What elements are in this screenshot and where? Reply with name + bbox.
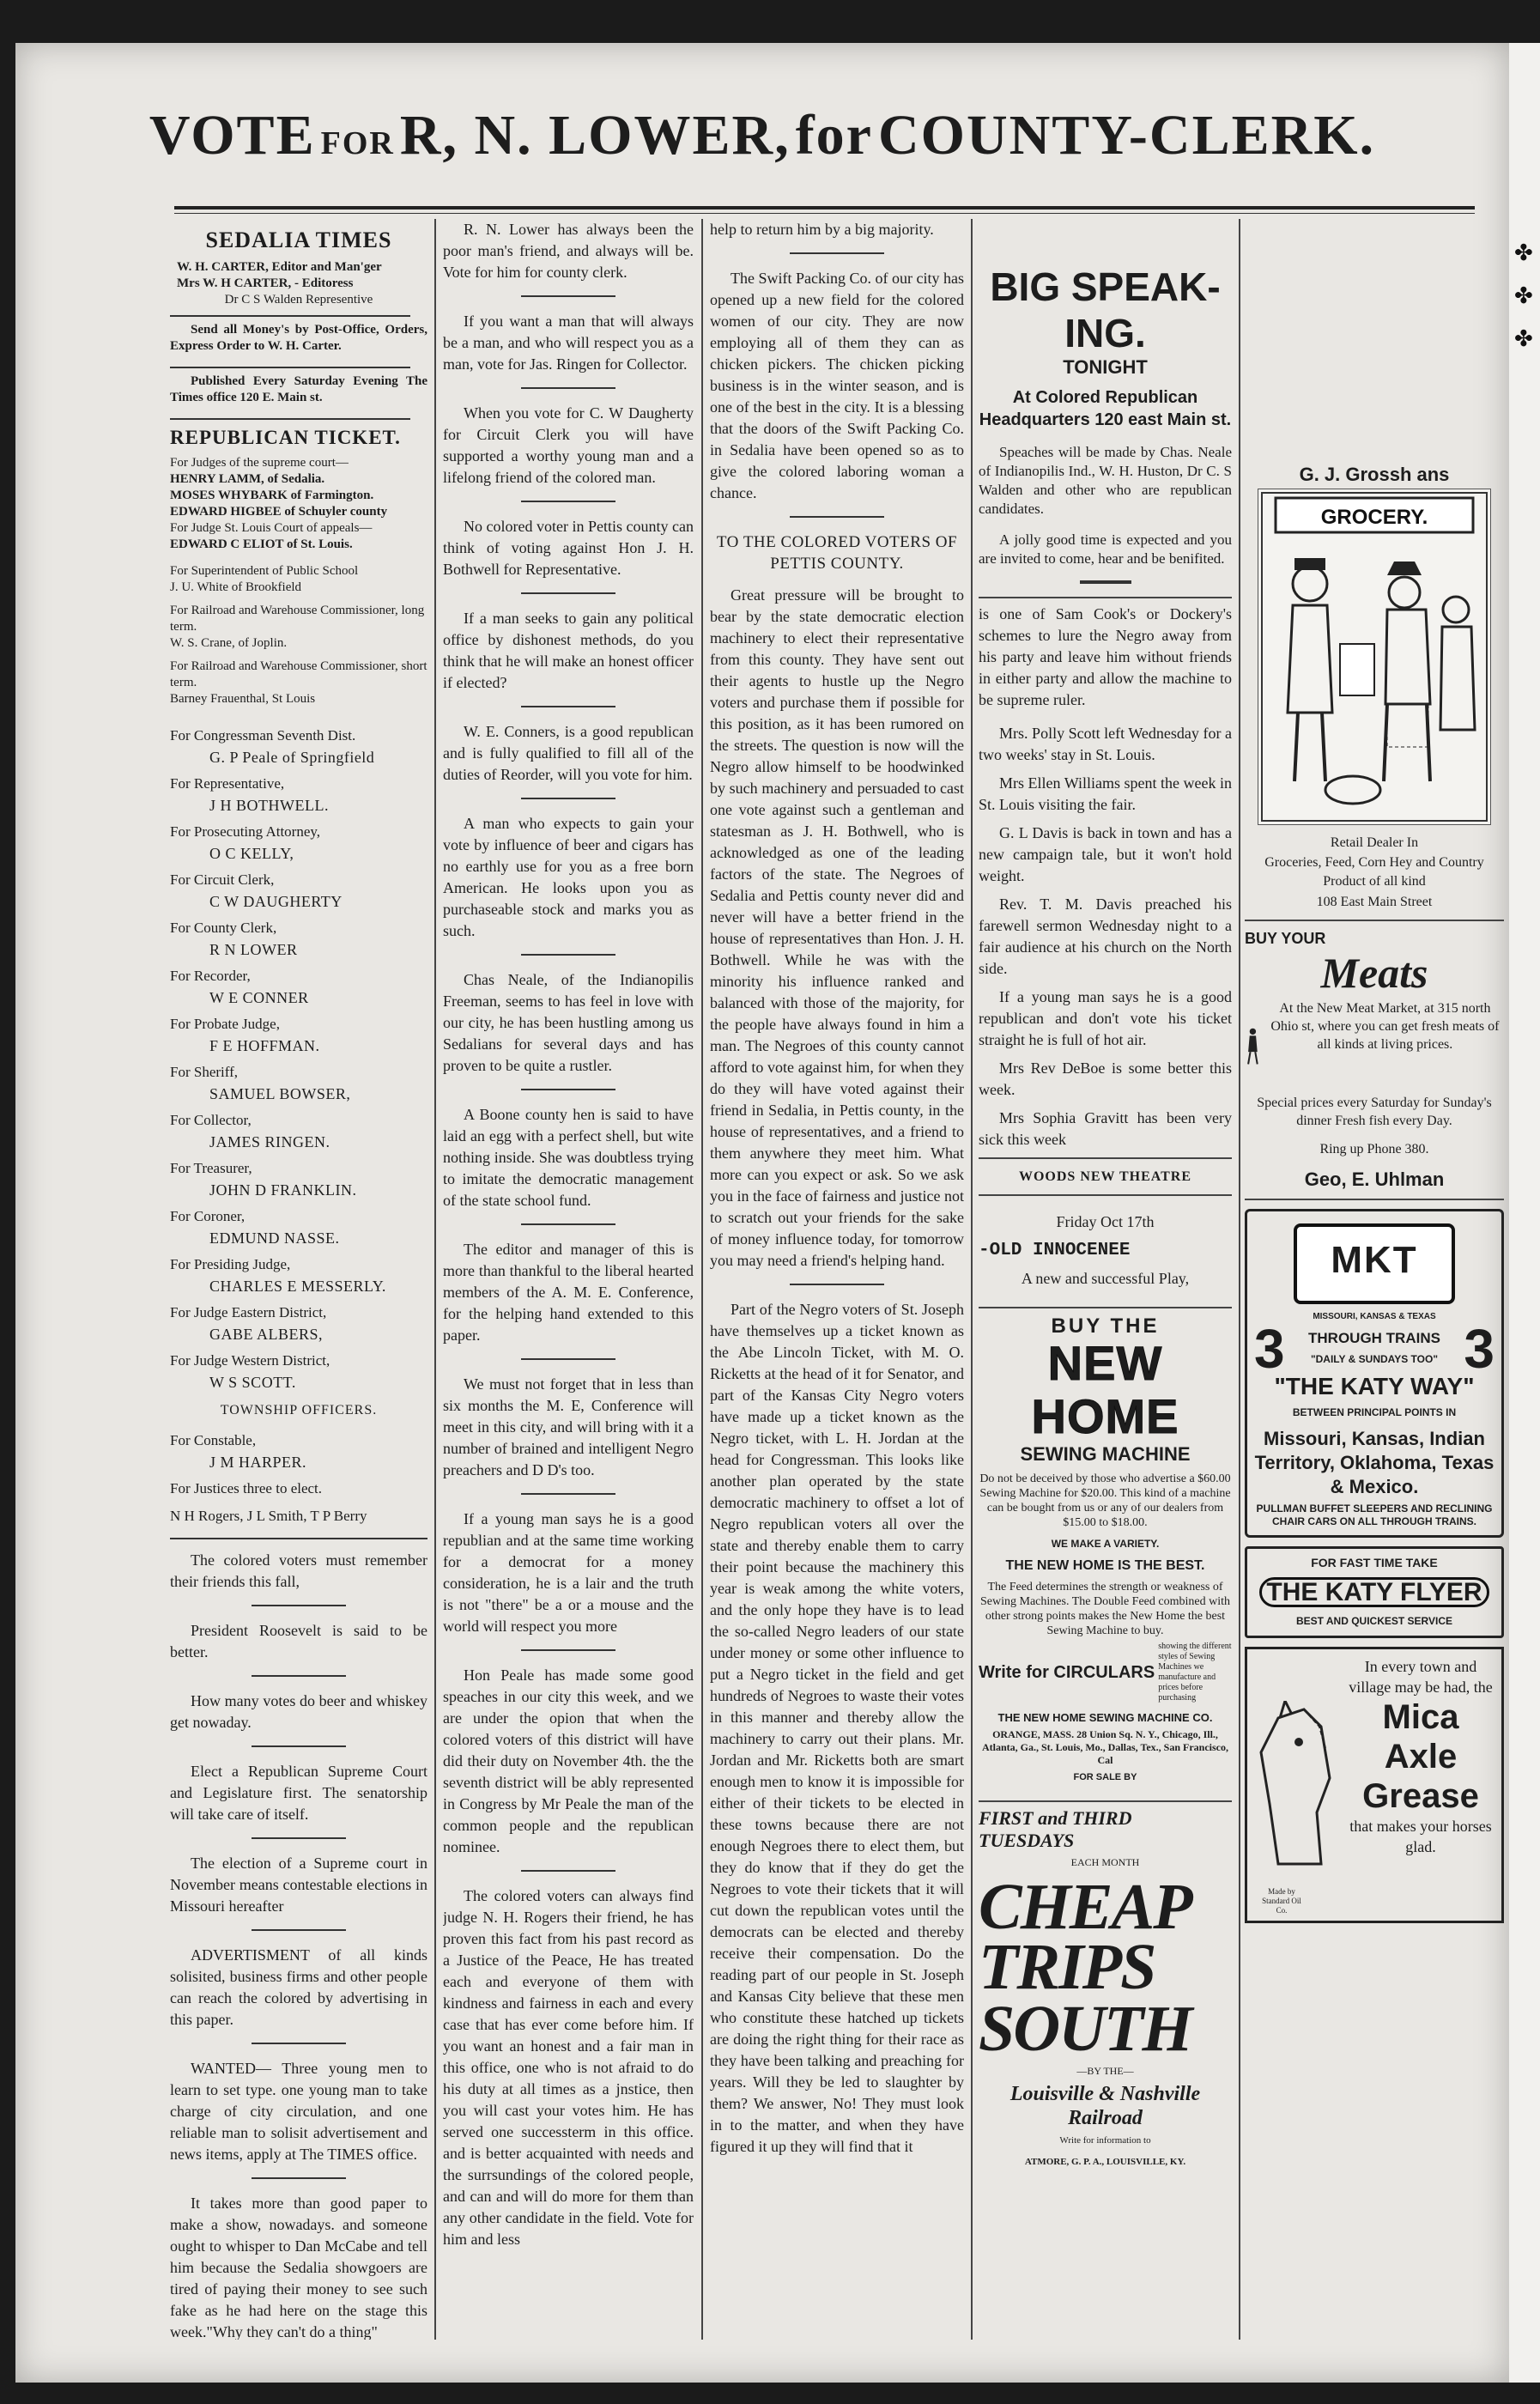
article-paragraph: The election of a Supreme court in November means contestable elections in Missouri hereafter [170, 1855, 427, 1915]
ticket-name: J M HARPER. [209, 1454, 307, 1471]
divider [790, 252, 884, 254]
divider [252, 1605, 346, 1606]
sewing-title: SEWING MACHINE [1020, 1443, 1191, 1465]
grocery-store-illustration [1258, 489, 1491, 825]
ticket-line: For Railroad and Warehouse Commissioner, short term. [170, 659, 427, 689]
theatre-name: WOODS NEW THEATRE [1018, 1169, 1192, 1184]
ticket-office: For Treasurer, [170, 1160, 252, 1176]
ticket-name: EDWARD HIGBEE of Schuyler county [170, 505, 388, 519]
sewing-best: THE NEW HOME IS THE BEST. [1005, 1558, 1205, 1573]
mkt-number: 3 [1254, 1317, 1285, 1380]
divider [1245, 1199, 1504, 1200]
ticket-office: For Collector, [170, 1112, 252, 1128]
ticket-office: For Congressman Seventh Dist. [170, 727, 356, 744]
divider [521, 1649, 615, 1651]
column-4 [979, 219, 1232, 2340]
adjacent-page-edge [1509, 43, 1540, 2383]
ticket-office: For Sheriff, [170, 1064, 239, 1080]
ticket-office: For Coroner, [170, 1208, 246, 1224]
masthead-for-2: for [795, 104, 873, 167]
article-paragraph: If a young man says he is a good republian and at the same time working for a democrat for a money consideration, he is a lair and the truth is not "there" be a or a mouse and the world will respect you more [443, 1510, 694, 1635]
ticket-office: For Judge Eastern District, [170, 1304, 327, 1320]
column-1 [170, 219, 427, 2340]
mkt-between: BETWEEN PRINCIPAL POINTS IN [1292, 1406, 1457, 1418]
local-item: Mrs Ellen Williams spent the week in St. Louis visiting the fair. [979, 774, 1232, 813]
paper-name: SEDALIA TIMES [205, 228, 392, 252]
divider [521, 501, 615, 502]
flyer-fast: FOR FAST TIME TAKE [1311, 1556, 1438, 1569]
masthead [15, 103, 1509, 168]
katy-flyer-ad [1245, 1546, 1504, 1638]
column-divider [971, 219, 973, 2340]
trips-days: FIRST and THIRD TUESDAYS [979, 1807, 1132, 1851]
sewing-address: ORANGE, MASS. 28 Union Sq. N. Y., Chicago, Ill., Atlanta, Ga., St. Louis, Mo., Dallas, Tex., San Francisco, Cal [981, 1728, 1229, 1766]
mica-maker: Made by Standard Oil Co. [1262, 1887, 1301, 1915]
axle-word: Axle [1384, 1738, 1458, 1776]
column-3 [710, 219, 964, 2340]
ticket-office: For Circuit Clerk, [170, 871, 275, 888]
sewing-write: Write for CIRCULARS [979, 1662, 1155, 1682]
trips-by: —BY THE— [1076, 2065, 1134, 2077]
ticket-title: REPUBLICAN TICKET. [170, 427, 401, 448]
article-paragraph: The colored voters must remember their friends this fall, [170, 1551, 427, 1590]
theatre-desc: A new and successful Play, [1021, 1270, 1190, 1287]
ticket-office: For Recorder, [170, 968, 251, 984]
grocer-goods: Groceries, Feed, Corn Hey and Country Product of all kind [1264, 855, 1484, 889]
money-note: Send all Money's by Post-Office, Orders, Express Order to W. H. Carter. [170, 323, 427, 353]
article-heading: TO THE COLORED VOTERS OF PETTIS COUNTY. [716, 533, 958, 573]
flyer-best: BEST AND QUICKEST SERVICE [1295, 1615, 1453, 1627]
ticket-name: EDWARD C ELIOT of St. Louis. [170, 537, 353, 551]
article-paragraph: When you vote for C. W Daugherty for Circuit Clerk you will have supported a worthy young man and a lifelong friend of the colored man. [443, 404, 694, 486]
local-item: G. L Davis is back in town and has a new campaign tale, but it won't hold weight. [979, 824, 1232, 884]
ticket-candidate: W S SCOTT. [209, 1374, 296, 1391]
divider [521, 295, 615, 297]
divider [1080, 580, 1131, 584]
divider [521, 1089, 615, 1090]
ticket-line: For Judges of the supreme court— [170, 456, 349, 470]
article-paragraph: A Boone county hen is said to have laid an egg with a perfect shell, but wite nothing inside. She was doubtless trying to imitate the democratic management of the state school fund. [443, 1106, 694, 1209]
mkt-daily: "DAILY & SUNDAYS TOO" [1310, 1353, 1439, 1365]
meat-body: At the New Meat Market, at 315 north Ohio st, where you can get fresh meats of all kinds at living prices. [1270, 1001, 1500, 1052]
mkt-way: "THE KATY WAY" [1274, 1373, 1475, 1399]
mica-tail: that makes your horses glad. [1349, 1818, 1492, 1855]
trips-trips: TRIPS [979, 1931, 1155, 2003]
divider [521, 1493, 615, 1495]
meat-phone: Ring up Phone 380. [1319, 1142, 1429, 1156]
speaking-body: Speaches will be made by Chas. Neale of Indianopilis Ind., W. H. Huston, Dr C. S Walden and other who are republican candidates. [979, 444, 1232, 517]
article-paragraph: No colored voter in Pettis county can think of voting against Hon J. H. Bothwell for Representative. [443, 518, 694, 578]
article-paragraph: President Roosevelt is said to be better. [170, 1622, 427, 1660]
ticket-office: For County Clerk, [170, 920, 277, 936]
article-paragraph: ADVERTISMENT of all kinds solisited, business firms and other people can reach the colored by advertising in this paper. [170, 1946, 427, 2028]
mica-axle-grease-ad [1245, 1647, 1504, 1923]
speaking-title-2: ING. [1064, 311, 1146, 355]
ticket-candidate: G. P Peale of Springfield [209, 749, 375, 766]
article-paragraph: Chas Neale, of the Indianopilis Freeman, seems to has feel in love with our city, he has been hustling among us Sedalians for several days and has proven to be quite a rustler. [443, 971, 694, 1074]
speaking-place: At Colored Republican Headquarters 120 east Main st. [979, 388, 1232, 429]
column-divider [701, 219, 703, 2340]
sewing-machine-ad [979, 1307, 1232, 1788]
speaking-tonight: TONIGHT [1063, 356, 1148, 378]
sewing-write-row [979, 1642, 1232, 1703]
ticket-name: J. U. White of Brookfield [170, 580, 302, 594]
mica-town: In every town and village may be had, the [1349, 1658, 1493, 1696]
sewing-feed: The Feed determines the strength or weakness of Sewing Machines. The Double Feed combined with other strong points makes the New Home the best Sewing Machine to buy. [980, 1581, 1230, 1637]
masthead-vote: VOTE [149, 104, 316, 167]
mkt-number-2: 3 [1464, 1317, 1495, 1380]
grocery-sign-text: GROCERY. [1320, 506, 1428, 529]
theatre-show: -OLD INNOCENEE [979, 1241, 1131, 1260]
trips-write: Write for information to [1059, 2135, 1151, 2146]
ticket-line: For Superintendent of Public School [170, 564, 359, 578]
ticket-name: W. S. Crane, of Joplin. [170, 636, 288, 650]
ticket-line: For Constable, [170, 1432, 257, 1448]
article-paragraph: R. N. Lower has always been the poor man's friend, and always will be. Vote for him for county clerk. [443, 221, 694, 281]
ornament-icon: ✤ [1514, 326, 1533, 352]
meat-market-ad [1245, 928, 1504, 1190]
divider [252, 1929, 346, 1931]
big-speaking-ad [979, 219, 1232, 597]
mkt-ribbon: MISSOURI, KANSAS & TEXAS [1313, 1312, 1436, 1321]
sewing-write-note: showing the different styles of Sewing Machines we manufacture and prices before purchasing [1158, 1642, 1232, 1703]
divider [790, 1284, 884, 1285]
grocer-retail: Retail Dealer In [1330, 835, 1419, 850]
local-item: Mrs. Polly Scott left Wednesday for a two weeks' stay in St. Louis. [979, 725, 1232, 763]
trips-railroad: Louisville & Nashville Railroad [1009, 2083, 1201, 2129]
ornament-icon: ✤ [1514, 283, 1533, 309]
ticket-name: MOSES WHYBARK of Farmington. [170, 489, 374, 502]
masthead-for: FOR [320, 125, 395, 161]
katy-railroad-ad [1245, 1209, 1504, 1538]
mica-word: Mica [1382, 1698, 1459, 1736]
column-2 [443, 219, 694, 2340]
trips-month: EACH MONTH [1070, 1856, 1140, 1868]
article-paragraph: Great pressure will be brought to bear by the state democratic election machinery to elect their representative from this county. They have sent out their agents to hustle up the Negro voters and purchase them if possible for this position, as it has been rumored on the streets. The question is now will the Negro allow himself to be hoodwinked by such machinery and persuaded to cast one vote against such a gentleman and statesman as J. H. Bothwell, who is acknowledged as one of the leading factors of the state. The Negroes of Sedalia and Pettis county never did and never will have a better friend in the house of representatives than Hon. J. H. Bothwell. While he was with the minority his influence ranked and balanced with those of the majority, for the people have always found in him a man. The Negroes of this county cannot afford to vote against him, for when they do they will have voted against their friend in Sedalia, in Pettis county, in the house of representatives, and a friend to them anywhere they meet him. What more can you expect or ask. So we ask you in the face of fairness and justice not to scratch out your friends for the sake of money influence today, for tomorrow you may need a friend's helping hand. [710, 586, 964, 1269]
ticket-office: For Judge Western District, [170, 1352, 330, 1369]
ornament-icon: ✤ [1514, 240, 1533, 266]
produce-sign [1340, 644, 1374, 695]
staff-line: W. H. CARTER, Editor and Man'ger [177, 260, 382, 274]
divider [252, 1837, 346, 1839]
butcher-icon [1245, 999, 1261, 1094]
divider [521, 954, 615, 956]
divider [252, 2043, 346, 2044]
article-paragraph: WANTED— Three young men to learn to set type. one young man to take charge of city circulation, and one reliable man to solisit advertisement and news items, apply at The TIMES office. [170, 2060, 427, 2163]
local-item: Mrs Rev DeBoe is some better this week. [979, 1059, 1232, 1098]
divider [170, 367, 410, 368]
article-paragraph: Part of the Negro voters of St. Joseph have themselves up a ticket known as the Abe Lincoln Ticket, with M. O. Ricketts at the head of it for Senator, and part of the Kansas City Negro voters have made up a ticket known as the Negro ticket, with L. H. Jordan at the head for Congressman. This looks like another plan operated by the state democratic machinery to offset a lot of Negro republican voters all over the state and thereby enable them to carry their point because the machinery this year is weak among the white voters, and the only hope they have is to lead the so-called Negro leaders of our state under money or some other influence to put a Negro ticket in the field and get hundreds of Negroes to waste their votes in this manner and thereby allow the machinery to carry out their plans. Mr. Jordan and Mr. Ricketts both are smart enough men to know it is impossible for either of their tickets to be elected in these towns because there are not enough Negroes there to elect them, but they do know that if they do get the Negroes to vote their tickets that it will cut down the republican votes until the democrats can be elected and thereby receive their compensation. Do the reading part of our people in St. Joseph and Kansas City believe that these men who constitute these hatched up tickets are doing the right thing for their race as they have been talking and preaching for years. Will they be led to slaughter by them? We answer, No! They must look in to the matter, and when they have figured it up they will find that it [710, 1301, 964, 2155]
theatre-ad [979, 1157, 1232, 1196]
speaking-title: BIG SPEAK- [990, 264, 1221, 309]
theatre-date: Friday Oct 17th [1056, 1213, 1155, 1230]
newspaper-page [15, 43, 1509, 2383]
ticket-candidate: W E CONNER [209, 989, 309, 1006]
local-item: Rev. T. M. Davis preached his farewell sermon Wednesday night to a fair audience at his church on the North side. [979, 895, 1232, 977]
ticket-office: For Prosecuting Attorney, [170, 823, 321, 840]
column-divider [434, 219, 436, 2340]
article-paragraph: If a man seeks to gain any political office by dishonest methods, do you think that he will make an honest officer if elected? [443, 610, 694, 691]
article-paragraph: The Swift Packing Co. of our city has opened up a new field for the colored women of our city. They are now employing all of them they can as chicken pickers. The chicken picking business is in the winter season, and is one of the best in the city. It is a blessing that the doors of the Swift Packing Co. in Sedalia have been opened so as to give the colored laboring woman a chance. [710, 270, 964, 501]
divider [252, 1675, 346, 1677]
article-paragraph: The colored voters can always find judge N. H. Rogers their friend, he has proven this fact from his past record as a Justice of the Peace, He has treated each and everyone of them with kindness and fairness in each and every case that has ever come before him. If you want an honest and a fair man in this office, one who is not afraid to do his duty at all times as a jnstice, then you will cast your votes him. He has served one successterm in this office. and is better acquainted with needs and the surrsundings of the colored people, and can and will do more for them than any other candidate in the field. Vote for him and less [443, 1887, 694, 2248]
divider [521, 798, 615, 799]
ticket-candidate: F E HOFFMAN. [209, 1037, 320, 1054]
sewing-company: THE NEW HOME SEWING MACHINE CO. [997, 1711, 1213, 1724]
column-divider [1239, 219, 1240, 2340]
staff-line: Dr C S Walden Representive [224, 293, 373, 307]
masthead-candidate: R, N. LOWER, [399, 104, 791, 167]
article-paragraph: If you want a man that will always be a man, and who will respect you as a man, vote for Jas. Ringen for Collector. [443, 313, 694, 373]
ticket-candidate: J H BOTHWELL. [209, 797, 329, 814]
divider [979, 597, 1232, 598]
trips-south: SOUTH [979, 1993, 1191, 2065]
divider [1245, 920, 1504, 921]
article-paragraph: It takes more than good paper to make a show, nowadays. and someone ought to whisper to Dan McCabe and tell him because the Sedalia showgoers are tired of paying their money to see such fake as he had here on the stage this week."Why they can't do a thing" [170, 2195, 427, 2340]
article-paragraph: help to return him by a big majority. [710, 221, 934, 238]
ticket-line: For Railroad and Warehouse Commissioner, long term. [170, 604, 425, 634]
divider [252, 2177, 346, 2179]
ticket-office: For Probate Judge, [170, 1016, 280, 1032]
masthead-rule [174, 206, 1475, 209]
masthead-office: COUNTY-CLERK. [877, 104, 1376, 167]
grocery-ad [1245, 464, 1504, 913]
flyer-name: THE KATY FLYER [1259, 1577, 1489, 1607]
ticket-candidate: EDMUND NASSE. [209, 1229, 340, 1247]
trips-address: ATMORE, G. P. A., LOUISVILLE, KY. [1024, 2157, 1186, 2167]
divider [170, 418, 410, 420]
mica-text [1347, 1656, 1495, 1857]
sewing-brand: NEW HOME [1031, 1336, 1179, 1443]
ticket-office: For Presiding Judge, [170, 1256, 291, 1272]
divider [521, 1223, 615, 1225]
sewing-buy: BUY THE [1051, 1314, 1160, 1338]
ticket-name: N H Rogers, J L Smith, T P Berry [170, 1508, 367, 1524]
ticket-office: For Representative, [170, 775, 285, 792]
divider [170, 1538, 427, 1539]
ticket-candidate: GABE ALBERS, [209, 1326, 324, 1343]
published-note: Published Every Saturday Evening The Times office 120 E. Main st. [170, 374, 427, 404]
horse-head-illustration [1252, 1701, 1347, 1873]
ticket-line: For Judge St. Louis Court of appeals— [170, 521, 373, 535]
sewing-variety: WE MAKE A VARIETY. [1051, 1538, 1160, 1550]
meat-owner: Geo, E. Uhlman [1304, 1169, 1445, 1190]
meat-title: Meats [1320, 949, 1428, 997]
divider [252, 1745, 346, 1747]
ticket-candidate: SAMUEL BOWSER, [209, 1085, 351, 1102]
local-ticket [170, 726, 427, 1392]
ticket-line: For Justices three to elect. [170, 1480, 323, 1496]
sewing-body: Do not be deceived by those who advertise a $60.00 Sewing Machine for $20.00. This kind of a machine can be bought from us or any of our dealers from $15.00 to $18.00. [979, 1472, 1231, 1529]
ticket-candidate: R N LOWER [209, 941, 298, 958]
meat-body-row [1245, 999, 1504, 1094]
mkt-trains: THROUGH TRAINS [1308, 1330, 1440, 1346]
article-paragraph: How many votes do beer and whiskey get nowaday. [170, 1692, 427, 1731]
masthead-rule-thin [174, 213, 1475, 214]
meat-buy: BUY YOUR [1245, 930, 1326, 947]
local-item: If a young man says he is a good republican and don't vote his ticket straight he is full of hot air. [979, 988, 1232, 1048]
divider [521, 592, 615, 594]
grease-word: Grease [1362, 1777, 1479, 1815]
mkt-places: Missouri, Kansas, Indian Territory, Oklahoma, Texas & Mexico. [1254, 1428, 1495, 1497]
sewing-sale: FOR SALE BY [1073, 1772, 1137, 1782]
local-item: Mrs Sophia Gravitt has been very sick this week [979, 1109, 1232, 1148]
cheap-trips-ad [979, 1800, 1232, 2173]
mkt-pullman: PULLMAN BUFFET SLEEPERS AND RECLINING CHAIR CARS ON ALL THROUGH TRAINS. [1256, 1502, 1493, 1527]
theatre-listing [979, 1199, 1232, 1307]
article-paragraph: Elect a Republican Supreme Court and Legislature first. The senatorship will take care of itself. [170, 1763, 427, 1823]
ticket-name: Barney Frauenthal, St Louis [170, 692, 316, 706]
article-paragraph: W. E. Conners, is a good republican and is fully qualified to fill all of the duties of Reorder, will you vote for him. [443, 723, 694, 783]
staff-line: Mrs W. H CARTER, - Editoress [177, 276, 354, 290]
article-paragraph: A man who expects to gain your vote by influence of beer and cigars has no earthly use for you as a free born American. He looks upon you as purchaseable stock and marks you as such. [443, 815, 694, 939]
divider [521, 706, 615, 707]
ticket-candidate: CHARLES E MESSERLY. [209, 1278, 386, 1295]
mkt-logo: MKT [1294, 1223, 1455, 1304]
article-paragraph: The editor and manager of this is more than thankful to the liberal hearted members of the A. M. E. Conference, for the helping hand extended to this paper. [443, 1241, 694, 1344]
divider [521, 1358, 615, 1360]
divider [521, 387, 615, 389]
divider [790, 516, 884, 518]
ticket-name: HENRY LAMM, of Sedalia. [170, 472, 325, 486]
ticket-candidate: C W DAUGHERTY [209, 893, 343, 910]
article-paragraph: Hon Peale has made some good speaches in our city this week, and we are under the opion that when the colored voters of this district will have did their duty on November 4th. the the seventh district will be ably represented in Congress by Mr Peale the man of the common people and the republican nominee. [443, 1666, 694, 1855]
ticket-candidate: O C KELLY, [209, 845, 294, 862]
column-5 [1245, 464, 1504, 2340]
township-title: TOWNSHIP OFFICERS. [220, 1403, 378, 1418]
divider [170, 315, 410, 317]
grocer-name: G. J. Grossh ans [1299, 464, 1450, 485]
trips-cheap: CHEAP [979, 1871, 1191, 1943]
ticket-candidate: JOHN D FRANKLIN. [209, 1181, 357, 1199]
divider [521, 1870, 615, 1872]
ticket-candidate: JAMES RINGEN. [209, 1133, 330, 1150]
meat-special: Special prices every Saturday for Sunday's dinner Fresh fish every Day. [1257, 1096, 1492, 1128]
article-paragraph: We must not forget that in less than six months the M. E, Conference will meet in this city, and will bring with it a number of brained and intelligent Negro preachers and D D's too. [443, 1375, 694, 1478]
grocer-address: 108 East Main Street [1316, 895, 1433, 909]
article-paragraph: is one of Sam Cook's or Dockery's schemes to lure the Negro away from his party and leave him without friends in either party and allow the machine to be supreme ruler. [979, 605, 1232, 708]
speaking-jolly: A jolly good time is expected and you are invited to come, hear and be benifited. [979, 531, 1232, 567]
mkt-trains-row [1254, 1317, 1495, 1380]
